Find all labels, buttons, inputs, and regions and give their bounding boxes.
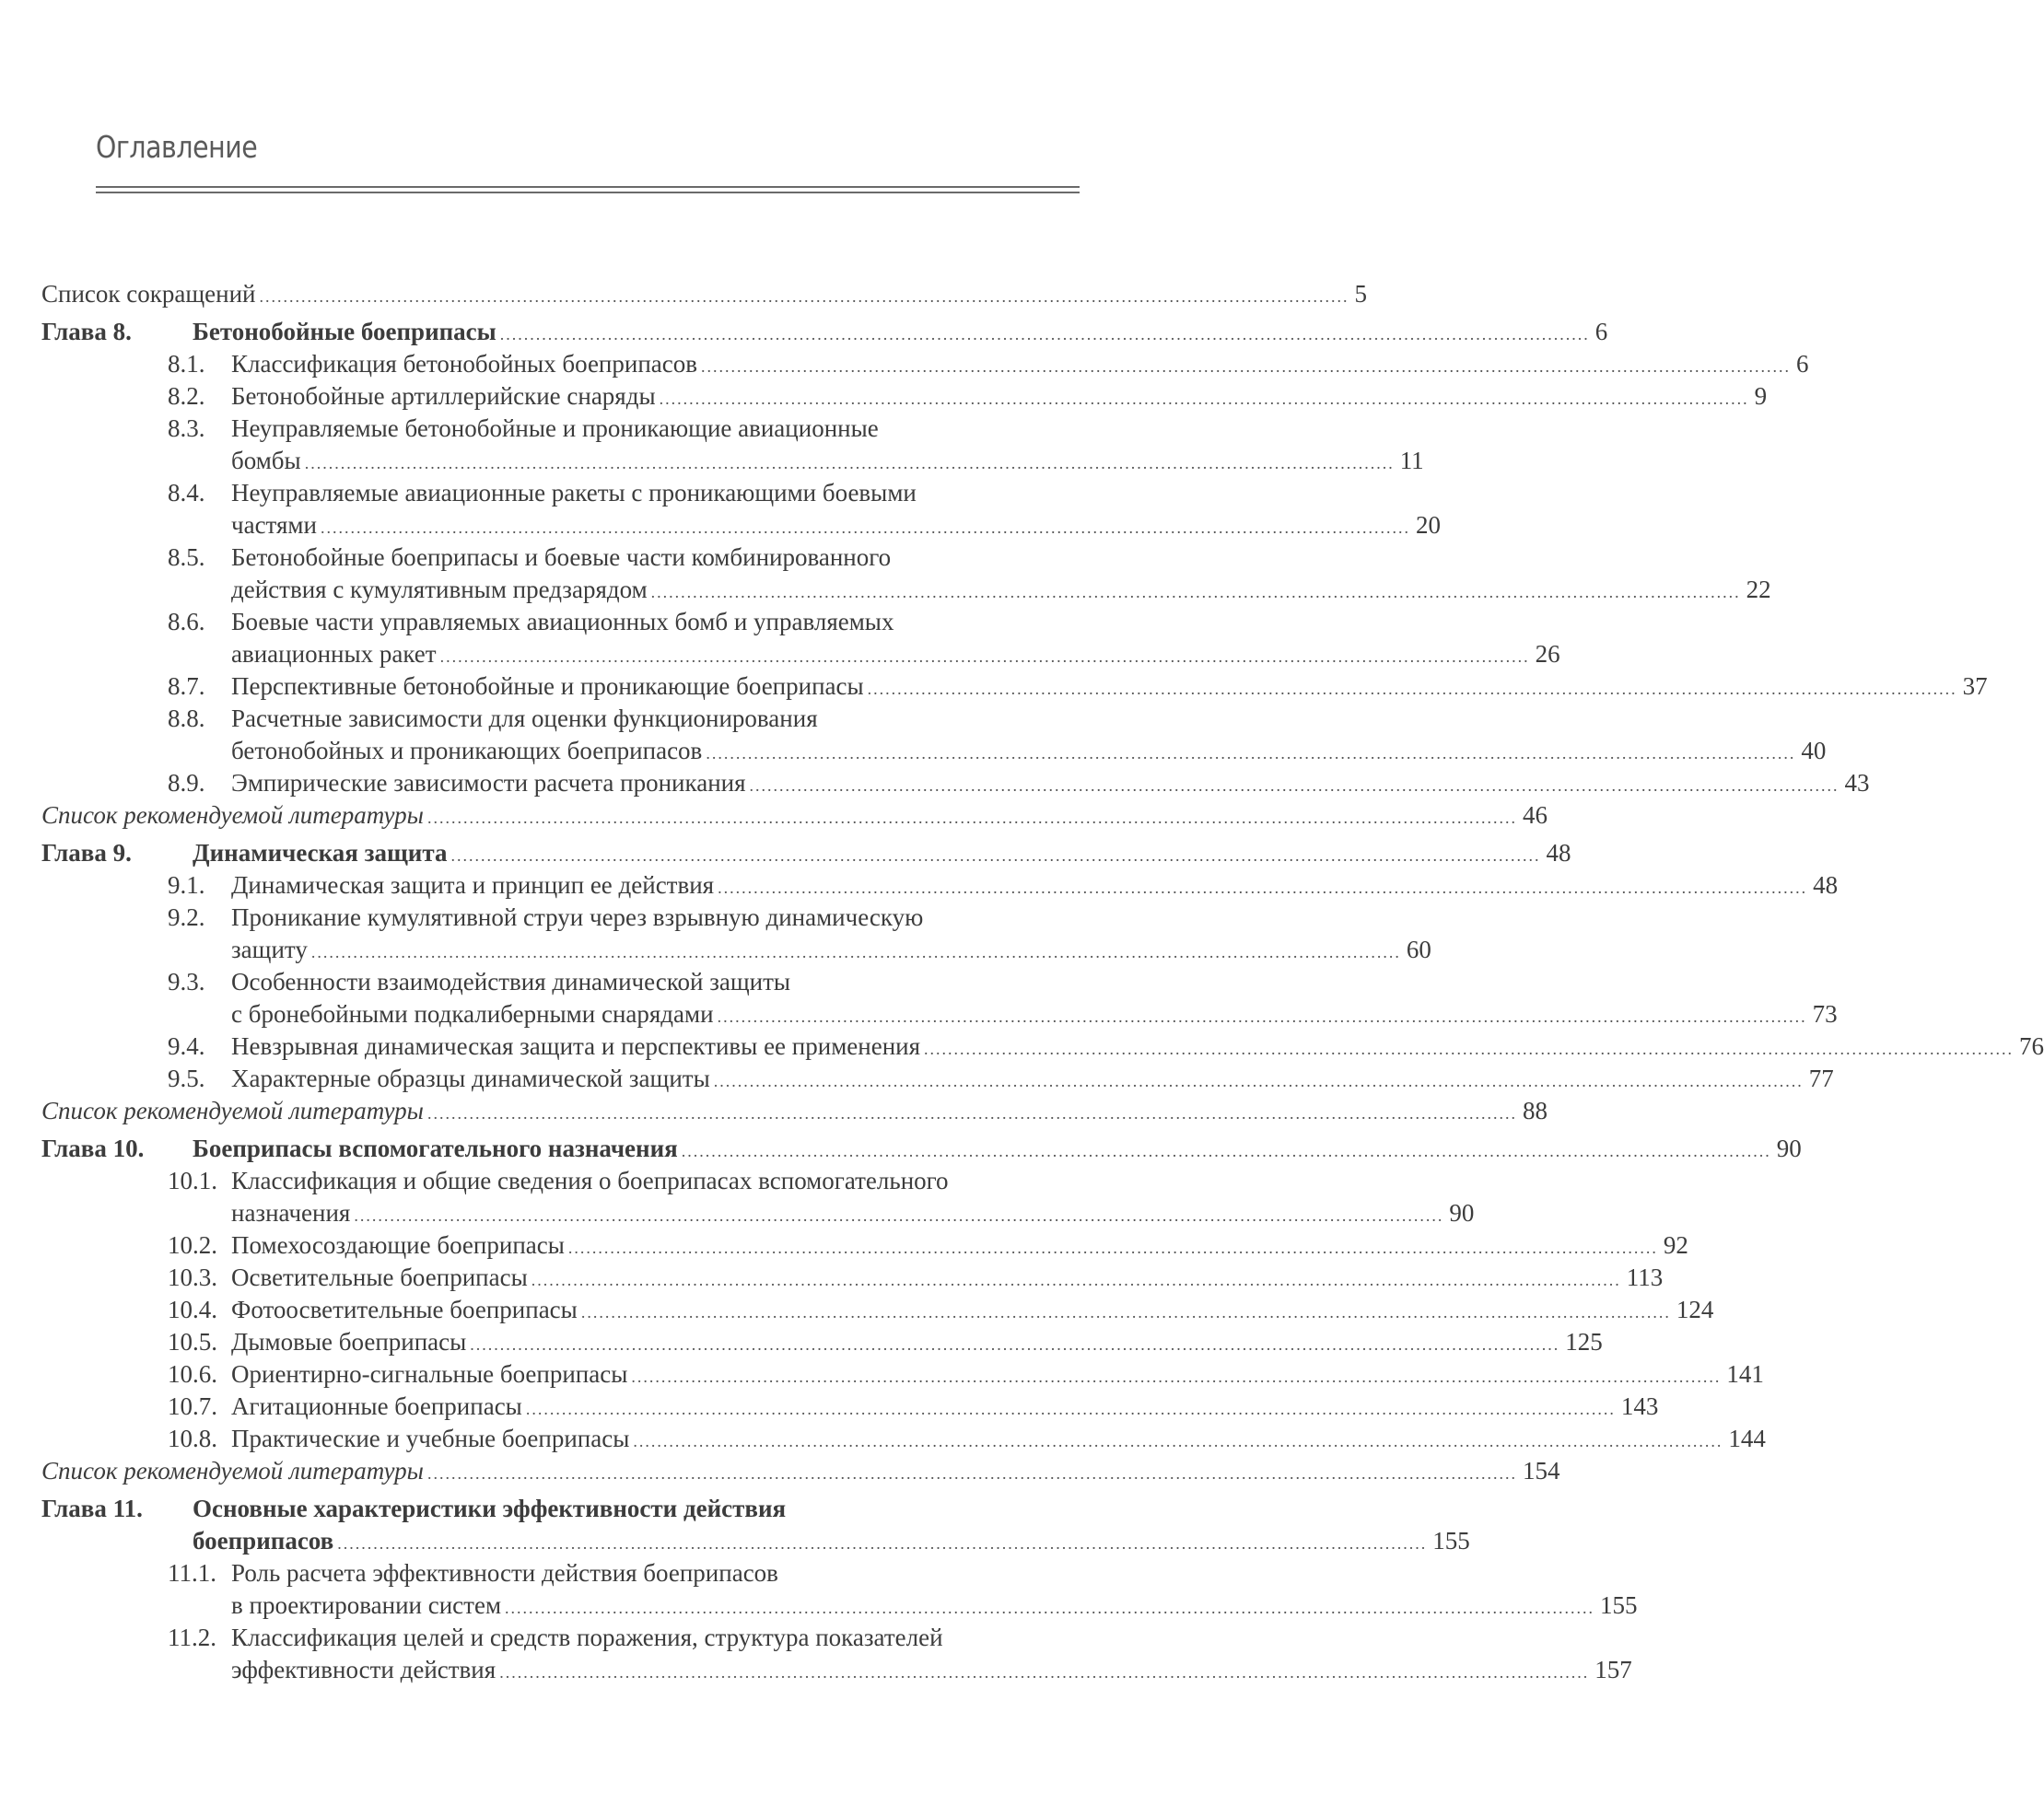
toc-entry-section[interactable] <box>41 348 1809 380</box>
entry-title[interactable]: Практические и учебные боеприпасы <box>231 1423 633 1455</box>
entry-title: Проникание кумулятивной струи через взрывную динамическую <box>231 902 927 934</box>
toc-entry-line <box>41 735 1827 767</box>
page-number[interactable]: 40 <box>1795 735 1801 767</box>
toc-entry-row <box>231 348 1809 380</box>
entry-title[interactable]: Дымовые боеприпасы <box>231 1326 470 1358</box>
dot-leader: ...................................................................................................................................................................................... <box>354 1206 1444 1225</box>
toc-entry-row <box>231 380 1768 413</box>
toc-entry-chapter[interactable] <box>41 1493 1470 1557</box>
section-number: 10.5. <box>168 1328 217 1356</box>
section-number: 9.2. <box>168 903 205 931</box>
dot-leader: ...................................................................................................................................................................................... <box>749 776 1840 795</box>
toc-entry-section[interactable] <box>41 1622 1632 1686</box>
toc-entry-section[interactable] <box>41 703 1827 767</box>
entry-title[interactable]: с бронебойными подкалиберными снарядами <box>231 998 718 1031</box>
toc-entry-row <box>231 606 897 638</box>
section-number: 10.4. <box>168 1296 217 1323</box>
entry-title: Особенности взаимодействия динамической защиты <box>231 966 794 998</box>
toc-entry-line <box>41 1229 1688 1262</box>
toc-entry-row <box>231 542 894 574</box>
toc-entry-line <box>41 902 1080 934</box>
toc-entry-row <box>41 799 1548 832</box>
dot-leader: ...................................................................................................................................................................................... <box>499 325 1590 344</box>
section-number: 9.4. <box>168 1032 205 1060</box>
entry-title[interactable]: Бетонобойные артиллерийские снаряды <box>231 380 660 413</box>
section-number: 10.7. <box>168 1392 217 1420</box>
title-rule-top <box>96 186 1080 188</box>
page-number[interactable]: 46 <box>1517 799 1523 832</box>
entry-title[interactable]: частями <box>231 509 321 542</box>
toc-entry-line <box>41 1063 1834 1095</box>
page-number[interactable]: 60 <box>1401 934 1407 966</box>
toc-entry-row <box>231 902 927 934</box>
toc-entry-line <box>41 998 1838 1031</box>
toc-entry-line <box>41 1557 1080 1590</box>
toc-entry-line <box>41 1095 1548 1127</box>
toc-entry-row <box>231 1262 1664 1294</box>
toc-entry-line <box>41 1455 1560 1487</box>
page-number[interactable]: 11 <box>1395 445 1400 477</box>
section-number: 11.2. <box>168 1624 216 1651</box>
dot-leader: ...................................................................................................................................................................................... <box>713 1072 1804 1090</box>
toc-entry-row <box>193 1525 1470 1557</box>
entry-title[interactable]: Бетонобойные боеприпасы <box>193 316 500 348</box>
entry-title[interactable]: Фотоосветительные боеприпасы <box>231 1294 581 1326</box>
toc-entry-line <box>41 1326 1603 1358</box>
section-number: 9.1. <box>168 871 205 899</box>
toc-entry-row <box>193 1133 1802 1165</box>
toc-entry-line <box>41 799 1548 832</box>
toc-entry-row <box>231 1654 1632 1686</box>
toc-entry-chapter[interactable] <box>41 837 1571 869</box>
toc-entry-section[interactable] <box>41 1063 1834 1095</box>
toc-entry-line <box>41 574 1771 606</box>
dot-leader: ...................................................................................................................................................................................... <box>304 454 1395 472</box>
section-number: 8.5. <box>168 543 205 571</box>
entry-title[interactable]: Невзрывная динамическая защита и перспективы ее применения <box>231 1031 924 1063</box>
entry-title[interactable]: действия с кумулятивным предзарядом <box>231 574 651 606</box>
toc-entry-section[interactable] <box>41 966 1838 1031</box>
dot-leader: ...................................................................................................................................................................................... <box>924 1040 2015 1058</box>
toc-entry-section[interactable] <box>41 670 1988 703</box>
entry-title[interactable]: Список рекомендуемой литературы <box>41 1095 427 1127</box>
toc-entry-row <box>231 1197 1475 1229</box>
entry-title[interactable]: Агитационные боеприпасы <box>231 1391 526 1423</box>
entry-title[interactable]: бетонобойных и проникающих боеприпасов <box>231 735 706 767</box>
dot-leader: ...................................................................................................................................................................................... <box>531 1271 1621 1289</box>
toc-entry-row <box>41 278 1367 310</box>
toc-entry-line <box>41 1391 1659 1423</box>
section-number: 8.1. <box>168 350 205 378</box>
entry-title: Роль расчета эффективности действия боеприпасов <box>231 1557 782 1590</box>
entry-title: Расчетные зависимости для оценки функционирования <box>231 703 822 735</box>
toc-entry-line <box>41 837 1571 869</box>
section-number: 10.3. <box>168 1264 217 1291</box>
toc-entry-line <box>41 1654 1632 1686</box>
dot-leader: ...................................................................................................................................................................................... <box>426 1464 1517 1483</box>
toc-entry-line <box>41 934 1431 966</box>
toc-entry-row <box>193 837 1571 869</box>
toc-entry-row <box>231 574 1771 606</box>
toc-entry-line <box>41 767 1870 799</box>
page-number[interactable]: 5 <box>1349 278 1354 310</box>
page-number[interactable]: 26 <box>1530 638 1536 670</box>
page-number[interactable]: 20 <box>1410 509 1416 542</box>
toc-entry-section[interactable] <box>41 413 1424 477</box>
dot-leader: ...................................................................................................................................................................................... <box>525 1400 1616 1418</box>
entry-title[interactable]: боеприпасов <box>193 1525 337 1557</box>
toc-entry-row <box>231 670 1988 703</box>
toc-entry-line <box>41 1525 1470 1557</box>
toc-entry-line <box>41 509 1441 542</box>
page-title: Оглавление <box>96 129 258 165</box>
table-of-contents <box>41 278 2044 1686</box>
toc-entry-row <box>231 509 1441 542</box>
page-number[interactable]: 48 <box>1807 869 1813 902</box>
entry-title[interactable]: авиационных ракет <box>231 638 440 670</box>
dot-leader: ...................................................................................................................................................................................... <box>426 809 1517 827</box>
page-number[interactable]: 144 <box>1723 1423 1728 1455</box>
entry-title[interactable]: Эмпирические зависимости расчета проникания <box>231 767 750 799</box>
dot-leader: ...................................................................................................................................................................................... <box>650 583 1741 601</box>
toc-entry-section[interactable] <box>41 869 1839 902</box>
section-number: 10.6. <box>168 1360 217 1388</box>
toc-entry-line <box>41 1590 1638 1622</box>
toc-entry-row <box>193 316 1608 348</box>
toc-entry-line <box>41 413 1080 445</box>
dot-leader: ...................................................................................................................................................................................... <box>426 1104 1517 1123</box>
toc-entry-row <box>231 477 920 509</box>
entry-title[interactable]: назначения <box>231 1197 354 1229</box>
dot-leader: ...................................................................................................................................................................................... <box>701 357 1791 376</box>
section-number: 8.2. <box>168 382 205 410</box>
dot-leader: ...................................................................................................................................................................................... <box>631 1368 1722 1386</box>
page-number[interactable]: 141 <box>1721 1358 1726 1391</box>
section-number: 10.2. <box>168 1231 217 1259</box>
toc-entry-row <box>193 1493 789 1525</box>
toc-entry-row <box>231 445 1424 477</box>
toc-entry-section[interactable] <box>41 1294 1714 1326</box>
dot-leader: ...................................................................................................................................................................................... <box>717 1007 1807 1026</box>
entry-title[interactable]: Список рекомендуемой литературы <box>41 1455 427 1487</box>
toc-entry-line <box>41 966 1080 998</box>
page-number[interactable]: 43 <box>1840 767 1845 799</box>
toc-entry-section[interactable] <box>41 1557 1638 1622</box>
toc-entry-section[interactable] <box>41 1326 1603 1358</box>
page-number[interactable]: 73 <box>1807 998 1813 1031</box>
page-number[interactable]: 90 <box>1443 1197 1449 1229</box>
page-number[interactable]: 9 <box>1749 380 1755 413</box>
section-number: 9.5. <box>168 1065 205 1092</box>
toc-entry-line <box>41 380 1768 413</box>
toc-entry-row <box>231 1063 1834 1095</box>
entry-title: Основные характеристики эффективности действия <box>193 1493 789 1525</box>
page-number[interactable]: 125 <box>1559 1326 1565 1358</box>
entry-title[interactable]: Список рекомендуемой литературы <box>41 799 427 832</box>
title-rule-bottom <box>96 192 1080 193</box>
toc-entry-row <box>231 934 1431 966</box>
dot-leader: ...................................................................................................................................................................................... <box>659 390 1749 408</box>
dot-leader: ...................................................................................................................................................................................... <box>499 1663 1590 1682</box>
page-number[interactable]: 6 <box>1590 316 1595 348</box>
toc-entry-section[interactable] <box>41 767 1870 799</box>
toc-entry-row <box>231 869 1839 902</box>
toc-entry-line <box>41 542 1080 574</box>
toc-entry-line <box>41 638 1560 670</box>
chapter-label: Глава 9. <box>41 839 132 867</box>
entry-title: Бетонобойные боеприпасы и боевые части комбинированного <box>231 542 894 574</box>
toc-entry-section[interactable] <box>41 477 1441 542</box>
section-number: 9.3. <box>168 968 205 996</box>
toc-entry-line <box>41 477 1080 509</box>
chapter-label: Глава 8. <box>41 318 132 345</box>
toc-entry-row <box>231 735 1827 767</box>
entry-title[interactable]: Динамическая защита <box>193 837 450 869</box>
chapter-label: Глава 10. <box>41 1135 145 1162</box>
toc-entry-section[interactable] <box>41 902 1431 966</box>
section-number: 8.9. <box>168 769 205 797</box>
toc-entry-section[interactable] <box>41 1165 1475 1229</box>
toc-entry-line <box>41 1031 2044 1063</box>
toc-entry-line <box>41 869 1839 902</box>
page-number[interactable]: 48 <box>1540 837 1546 869</box>
toc-entry-section[interactable] <box>41 1358 1764 1391</box>
page-number[interactable]: 155 <box>1427 1525 1432 1557</box>
dot-leader: ...................................................................................................................................................................................... <box>633 1432 1723 1450</box>
toc-entry-chapter[interactable] <box>41 1133 1802 1165</box>
page-number[interactable]: 77 <box>1804 1063 1809 1095</box>
toc-entry-line <box>41 1165 1080 1197</box>
section-number: 8.3. <box>168 414 205 442</box>
entry-title[interactable]: Помехосоздающие боеприпасы <box>231 1229 568 1262</box>
toc-entry-section[interactable] <box>41 1229 1688 1262</box>
toc-entry-row <box>231 1423 1766 1455</box>
dot-leader: ...................................................................................................................................................................................... <box>337 1534 1428 1553</box>
dot-leader: ...................................................................................................................................................................................... <box>320 518 1410 537</box>
dot-leader: ...................................................................................................................................................................................... <box>450 846 1541 865</box>
toc-entry-row <box>231 966 794 998</box>
entry-title[interactable]: Перспективные бетонобойные и проникающие боеприпасы <box>231 670 868 703</box>
dot-leader: ...................................................................................................................................................................................... <box>259 287 1349 306</box>
page-number[interactable]: 124 <box>1671 1294 1676 1326</box>
toc-entry-line <box>41 316 1608 348</box>
page-number[interactable]: 6 <box>1791 348 1796 380</box>
toc-entry-row <box>231 638 1560 670</box>
toc-entry-line <box>41 670 1988 703</box>
entry-title: Классификация целей и средств поражения, структура показателей <box>231 1622 947 1654</box>
dot-leader: ...................................................................................................................................................................................... <box>867 680 1957 698</box>
page-number[interactable]: 143 <box>1616 1391 1621 1423</box>
toc-entry-section[interactable] <box>41 1262 1664 1294</box>
dot-leader: ...................................................................................................................................................................................... <box>706 744 1796 763</box>
page-number[interactable]: 154 <box>1517 1455 1523 1487</box>
page-number[interactable]: 90 <box>1771 1133 1777 1165</box>
toc-entry-line <box>41 606 1080 638</box>
toc-entry-row <box>231 413 882 445</box>
toc-entry-chapter[interactable] <box>41 316 1608 348</box>
toc-entry-row <box>231 1358 1764 1391</box>
toc-entry-section[interactable] <box>41 380 1768 413</box>
page-number[interactable]: 22 <box>1741 574 1746 606</box>
dot-leader: ...................................................................................................................................................................................... <box>470 1335 1560 1354</box>
entry-title[interactable]: в проектировании систем <box>231 1590 505 1622</box>
dot-leader: ...................................................................................................................................................................................... <box>718 879 1808 897</box>
toc-entry-row <box>231 1229 1688 1262</box>
page-number[interactable]: 92 <box>1658 1229 1664 1262</box>
section-number: 10.8. <box>168 1425 217 1452</box>
page-number[interactable]: 113 <box>1621 1262 1627 1294</box>
toc-entry-row <box>231 998 1838 1031</box>
toc-entry-row <box>41 1455 1560 1487</box>
entry-title: Боевые части управляемых авиационных бомб и управляемых <box>231 606 897 638</box>
section-number: 8.4. <box>168 479 205 507</box>
entry-title[interactable]: Осветительные боеприпасы <box>231 1262 531 1294</box>
entry-title[interactable]: Характерные образцы динамической защиты <box>231 1063 714 1095</box>
entry-title[interactable]: Классификация бетонобойных боеприпасов <box>231 348 701 380</box>
toc-entry-front[interactable] <box>41 278 1367 310</box>
entry-title[interactable]: Список сокращений <box>41 278 259 310</box>
toc-entry-row <box>231 1031 2044 1063</box>
dot-leader: ...................................................................................................................................................................................... <box>439 647 1530 666</box>
page-number[interactable]: 88 <box>1517 1095 1523 1127</box>
toc-entry-row <box>231 1622 947 1654</box>
dot-leader: ...................................................................................................................................................................................... <box>310 943 1401 961</box>
page-number[interactable]: 76 <box>2014 1031 2019 1063</box>
entry-title[interactable]: эффективности действия <box>231 1654 499 1686</box>
section-number: 8.8. <box>168 705 205 732</box>
toc-entry-row <box>231 1391 1659 1423</box>
toc-entry-section[interactable] <box>41 606 1560 670</box>
toc-entry-section[interactable] <box>41 1423 1766 1455</box>
section-number: 10.1. <box>168 1167 217 1194</box>
toc-entry-literature[interactable] <box>41 799 1548 832</box>
page-number[interactable]: 157 <box>1589 1654 1594 1686</box>
toc-entry-line <box>41 445 1424 477</box>
toc-entry-section[interactable] <box>41 1031 2044 1063</box>
toc-entry-section[interactable] <box>41 1391 1659 1423</box>
entry-title: Неуправляемые авиационные ракеты с проникающими боевыми <box>231 477 920 509</box>
dot-leader: ...................................................................................................................................................................................... <box>580 1303 1671 1322</box>
toc-entry-line <box>41 1133 1802 1165</box>
page-number[interactable]: 37 <box>1957 670 1963 703</box>
section-number: 8.6. <box>168 608 205 635</box>
toc-entry-line <box>41 1358 1764 1391</box>
toc-entry-line <box>41 1493 1080 1525</box>
toc-entry-row <box>231 1590 1638 1622</box>
dot-leader: ...................................................................................................................................................................................... <box>681 1142 1771 1160</box>
toc-entry-line <box>41 348 1809 380</box>
toc-entry-row <box>231 1557 782 1590</box>
entry-title[interactable]: защиту <box>231 934 311 966</box>
toc-entry-row <box>41 1095 1548 1127</box>
toc-entry-row <box>231 703 822 735</box>
toc-entry-row <box>231 1294 1714 1326</box>
toc-entry-line <box>41 1294 1714 1326</box>
section-number: 11.1. <box>168 1559 216 1587</box>
toc-entry-line <box>41 1262 1664 1294</box>
toc-entry-line <box>41 1622 1080 1654</box>
toc-entry-row <box>231 1165 952 1197</box>
toc-entry-row <box>231 767 1870 799</box>
toc-entry-line <box>41 1197 1475 1229</box>
entry-title: Неуправляемые бетонобойные и проникающие авиационные <box>231 413 882 445</box>
page-number[interactable]: 155 <box>1594 1590 1600 1622</box>
entry-title[interactable]: бомбы <box>231 445 305 477</box>
toc-entry-literature[interactable] <box>41 1455 1560 1487</box>
entry-title[interactable]: Ориентирно-сигнальные боеприпасы <box>231 1358 631 1391</box>
toc-entry-section[interactable] <box>41 542 1771 606</box>
toc-entry-line <box>41 703 1080 735</box>
dot-leader: ...................................................................................................................................................................................... <box>505 1599 1595 1617</box>
toc-entry-row <box>231 1326 1603 1358</box>
chapter-label: Глава 11. <box>41 1495 143 1522</box>
entry-title[interactable]: Боеприпасы вспомогательного назначения <box>193 1133 682 1165</box>
entry-title: Классификация и общие сведения о боеприпасах вспомогательного <box>231 1165 952 1197</box>
entry-title[interactable]: Динамическая защита и принцип ее действия <box>231 869 718 902</box>
toc-entry-line <box>41 278 1367 310</box>
toc-entry-literature[interactable] <box>41 1095 1548 1127</box>
dot-leader: ...................................................................................................................................................................................... <box>567 1239 1658 1257</box>
section-number: 8.7. <box>168 672 205 700</box>
toc-entry-line <box>41 1423 1766 1455</box>
